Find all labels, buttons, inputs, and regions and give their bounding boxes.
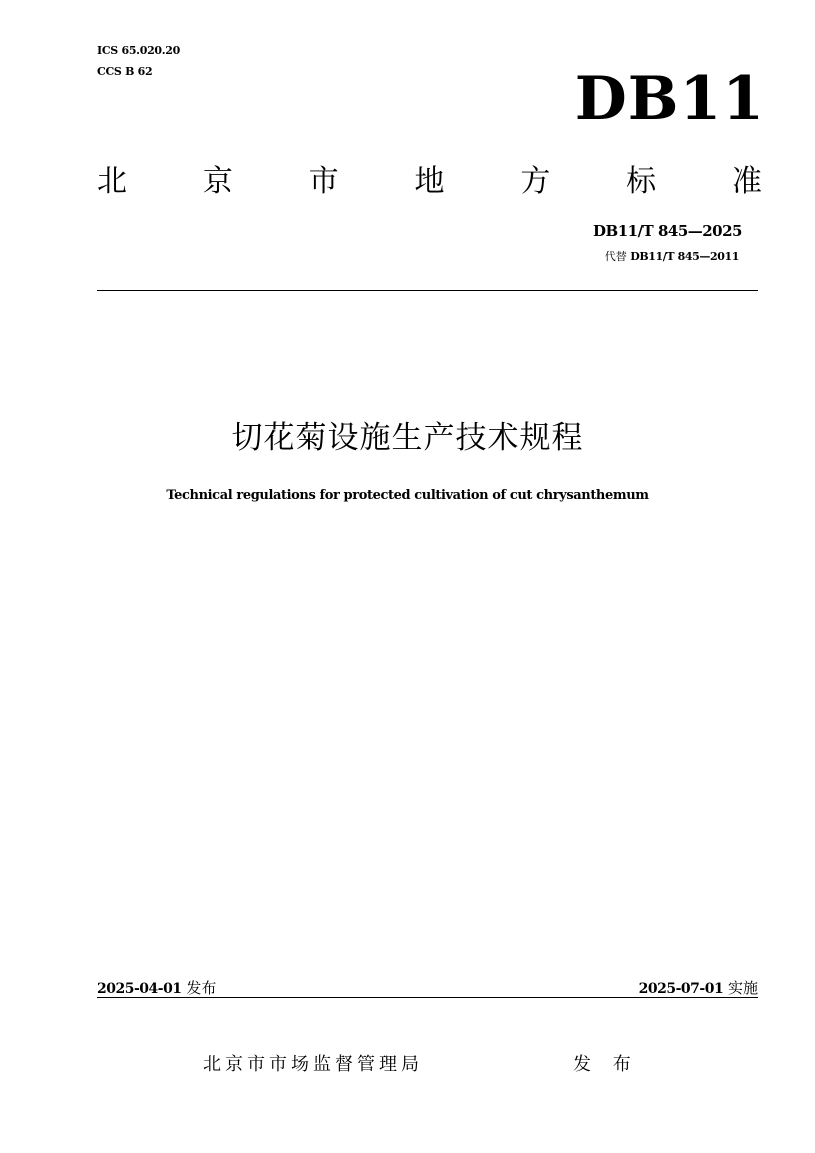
ccs-code: CCS B 62	[97, 65, 153, 78]
issued-label: 发 布	[573, 1054, 639, 1075]
publisher: 北京市市场监督管理局	[203, 1054, 423, 1075]
standard-type-heading	[97, 162, 762, 202]
standard-type-char: 准	[731, 164, 762, 199]
standard-type-char: 市	[308, 164, 339, 199]
issue-date: 2025-04-01	[97, 981, 182, 997]
implement-date: 2025-07-01	[638, 981, 724, 997]
title-english: Technical regulations for protected cultivation of cut chrysanthemum	[166, 488, 649, 503]
standard-type-char: 方	[520, 164, 551, 199]
title-chinese: 切花菊设施生产技术规程	[231, 420, 584, 456]
issue-date-line	[97, 977, 216, 998]
standard-type-char: 北	[97, 164, 127, 199]
date-divider	[97, 997, 758, 998]
implement-label: 实施	[727, 979, 758, 997]
replaces-label: 代替	[604, 250, 627, 263]
standard-type-char: 地	[414, 164, 445, 199]
ics-code: ICS 65.020.20	[97, 44, 181, 57]
standard-type-char: 标	[626, 164, 657, 199]
db11-logo: DB11	[574, 64, 765, 134]
replaces-number: DB11/T 845—2011	[630, 250, 739, 263]
implement-date-line	[639, 977, 758, 998]
replaces-line	[605, 248, 739, 264]
standard-type-char: 京	[202, 164, 233, 199]
issue-label: 发布	[186, 979, 217, 997]
standard-number: DB11/T 845—2025	[593, 222, 742, 240]
header-divider	[97, 290, 758, 291]
